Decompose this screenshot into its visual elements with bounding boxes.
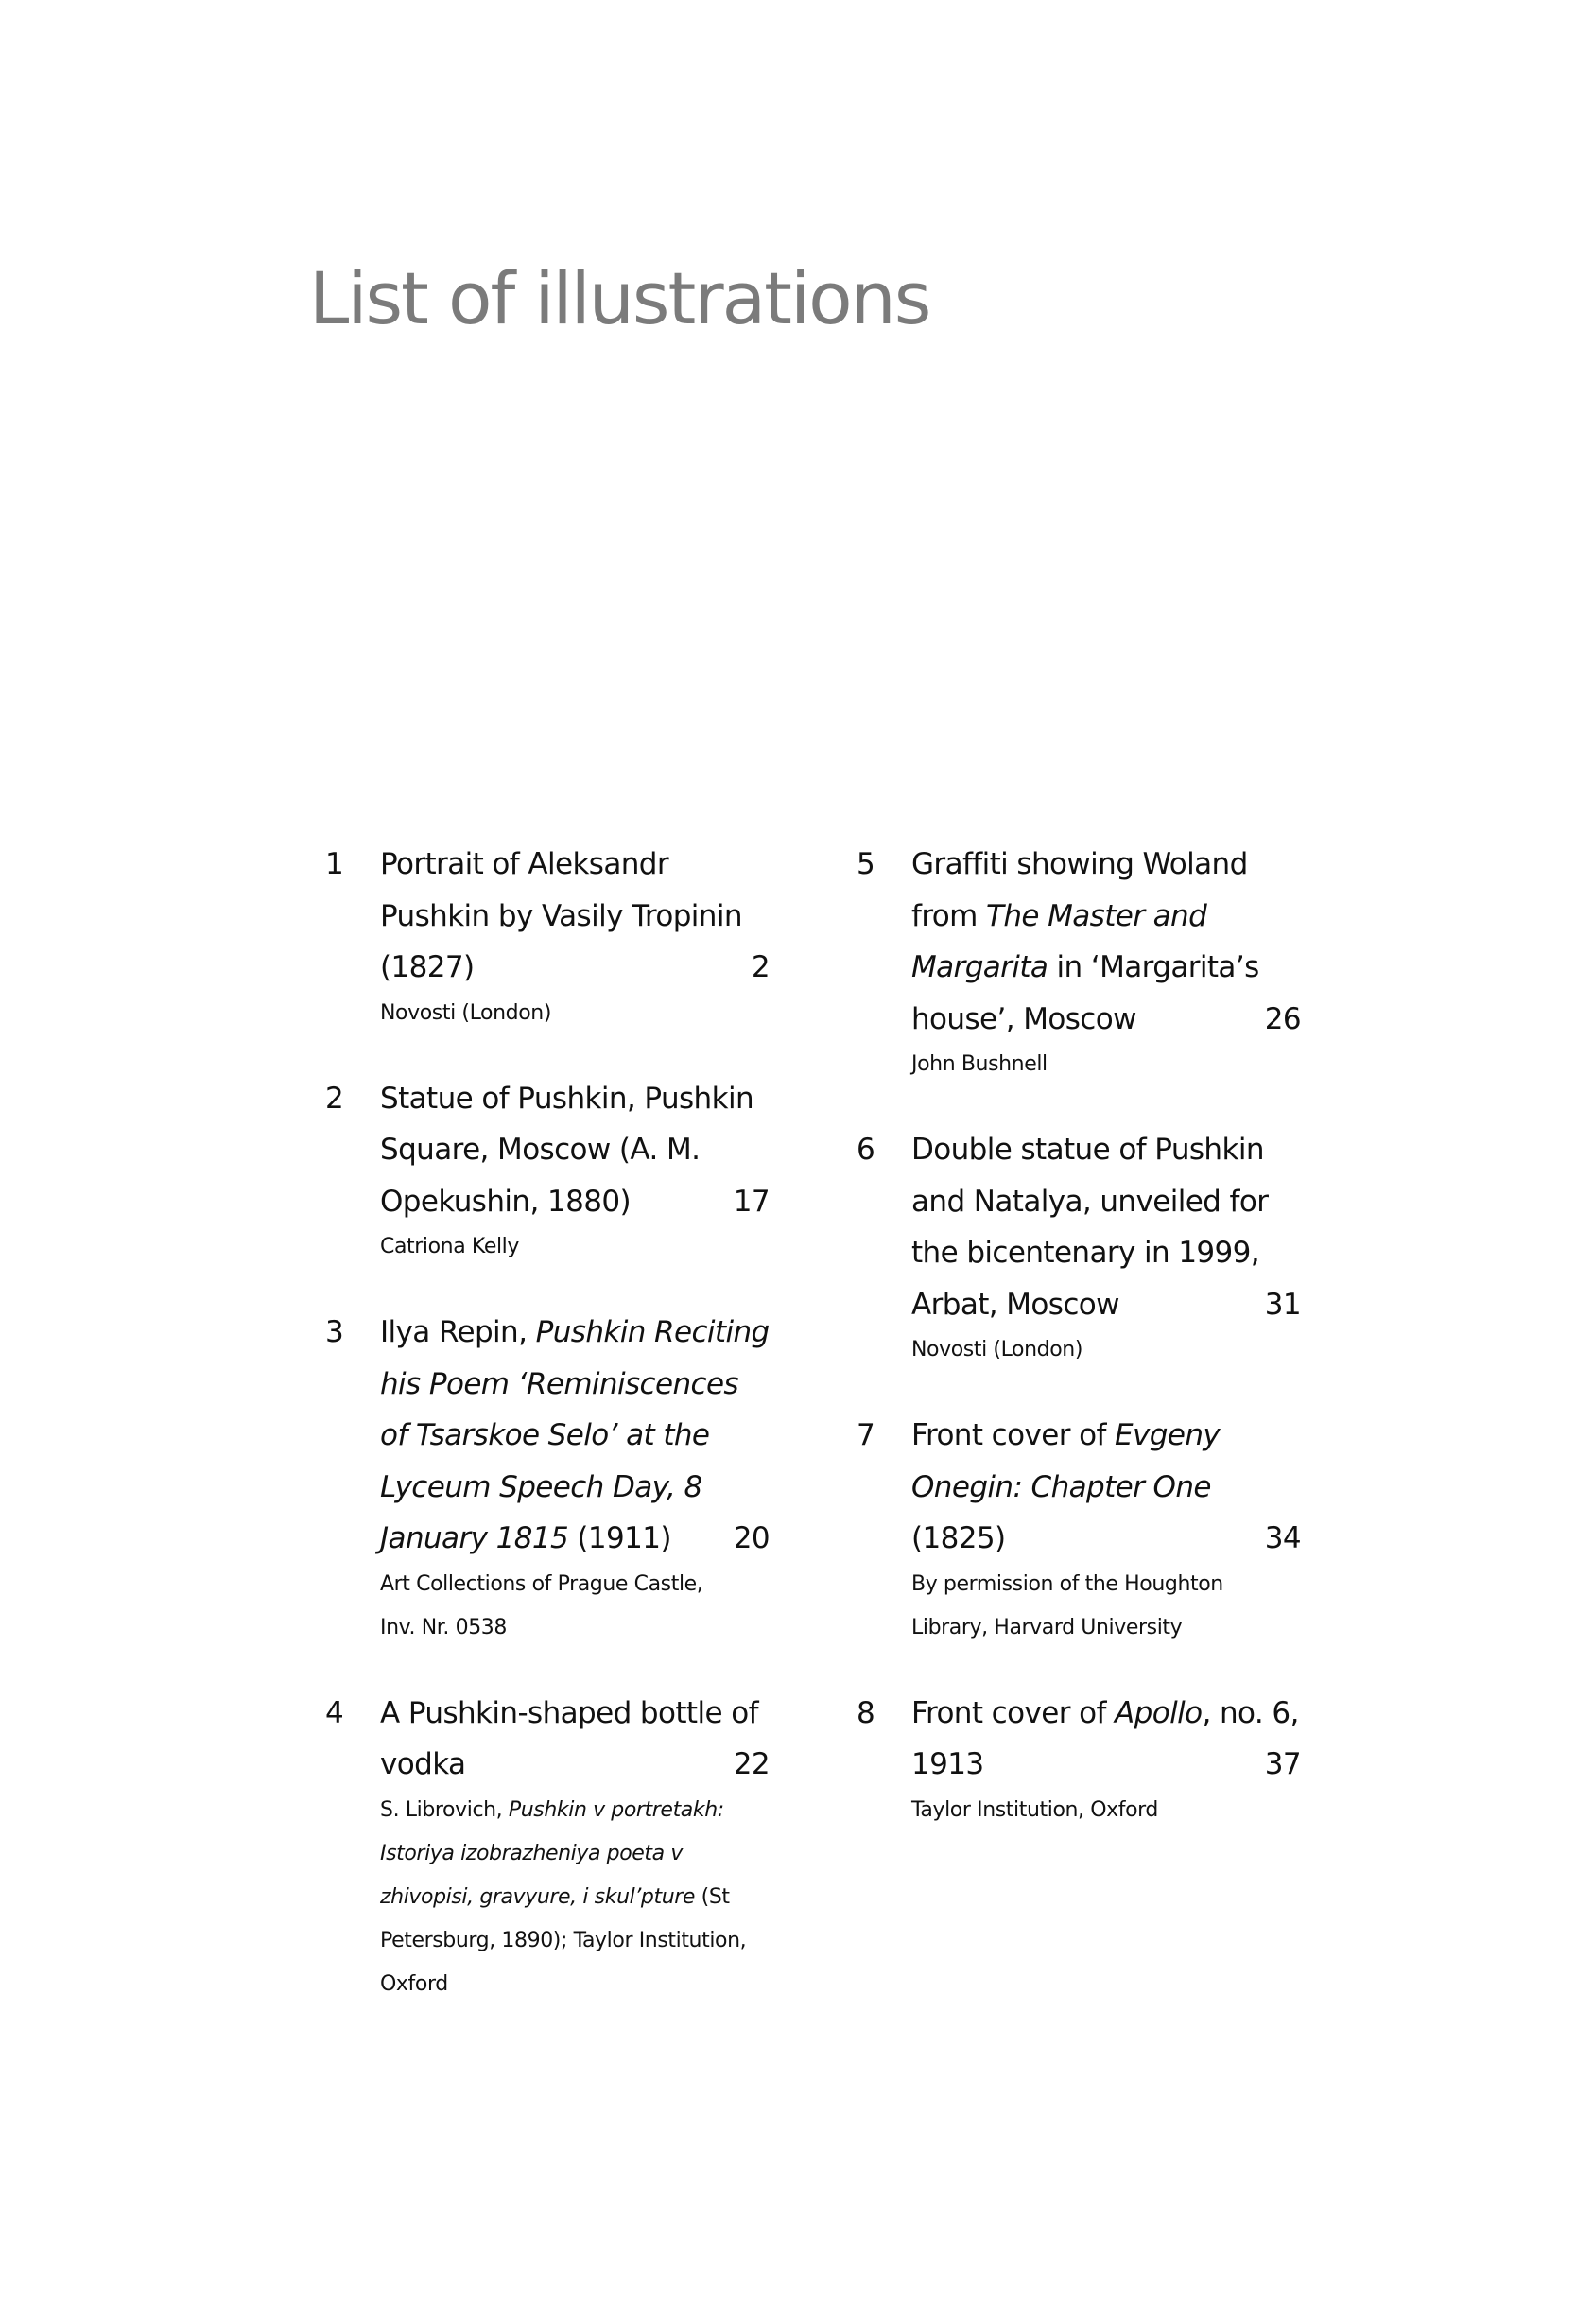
entry-body [380, 1688, 770, 2006]
entry-caption [380, 1307, 770, 1565]
entry-caption [380, 1073, 770, 1228]
entry-caption [911, 1410, 1301, 1565]
caption-part: , no. 6, 1913 [911, 1695, 1299, 1781]
list-item [857, 1410, 1329, 1650]
list-item [325, 1688, 798, 2006]
caption-part: Double statue of Pushkin and Natalya, unveiled for the bicentenary in 1999, Arbat, Moscow [911, 1133, 1269, 1322]
entry-body [380, 1307, 770, 1650]
entry-number: 5 [857, 847, 875, 881]
entry-number: 6 [857, 1133, 875, 1167]
entry-number: 3 [325, 1315, 344, 1349]
caption-part-italic: Apollo [1115, 1695, 1203, 1730]
entry-credit [380, 1789, 770, 2006]
entry-number: 8 [857, 1695, 875, 1730]
caption-part-italic: Evgeny Onegin: Chapter One [911, 1418, 1221, 1504]
entry-number: 2 [325, 1081, 344, 1116]
page-number: 34 [1264, 1521, 1301, 1555]
credit-part: Novosti (London) [911, 1338, 1082, 1361]
caption-part: Ilya Repin, [380, 1315, 536, 1349]
entry-credit [911, 1043, 1301, 1086]
caption-part: A Pushkin-shaped bottle of vodka [380, 1695, 758, 1781]
entry-body [911, 1688, 1301, 1832]
credit-part: John Bushnell [911, 1052, 1048, 1076]
entry-caption [380, 839, 770, 994]
credit-part: Art Collections of Prague Castle, Inv. Nr. 0538 [380, 1571, 703, 1639]
entry-body [911, 1410, 1301, 1650]
page-number: 26 [1264, 1001, 1301, 1036]
left-column [325, 839, 798, 2044]
entry-number: 7 [857, 1418, 875, 1452]
entry-body [380, 839, 770, 1035]
page-number: 31 [1264, 1287, 1301, 1322]
entry-credit [380, 1563, 770, 1650]
credit-part: By permission of the Houghton Library, Harvard University [911, 1571, 1223, 1639]
entry-number: 4 [325, 1695, 344, 1730]
entry-caption [911, 839, 1301, 1045]
list-item [325, 1073, 798, 1270]
caption-part: Front cover of [911, 1418, 1116, 1452]
entry-credit [380, 992, 770, 1035]
right-column [857, 839, 1329, 1870]
entry-credit [911, 1328, 1301, 1372]
list-item [325, 1307, 798, 1650]
entry-body [911, 1124, 1301, 1372]
page-number: 2 [751, 950, 770, 984]
caption-part: Statue of Pushkin, Pushkin Square, Moscow (A. M. Opekushin, 1880) [380, 1081, 754, 1219]
credit-part: Taylor Institution, Oxford [911, 1797, 1159, 1822]
entry-body [911, 839, 1301, 1086]
caption-part: in ‘Margarita’s house’, Moscow [911, 950, 1259, 1036]
entry-body [380, 1073, 770, 1270]
caption-part: Graffiti showing Woland from [911, 847, 1248, 933]
entry-caption [911, 1124, 1301, 1330]
caption-part: Portrait of Aleksandr Pushkin by Vasily Tropinin (1827) [380, 847, 742, 984]
credit-part: Novosti (London) [380, 1000, 551, 1025]
entry-credit [911, 1789, 1301, 1832]
credit-part: S. Librovich, [380, 1797, 509, 1822]
page-title: List of illustrations [309, 256, 930, 340]
credit-part: (St Petersburg, 1890); Taylor Institution, Oxford [380, 1884, 747, 1996]
page-number: 20 [733, 1521, 770, 1555]
caption-part-italic: The Master and Margarita [911, 898, 1207, 984]
entry-number: 1 [325, 847, 344, 881]
list-item [325, 839, 798, 1035]
credit-part: Catriona Kelly [380, 1235, 520, 1258]
credit-part-italic: Pushkin v portretakh: Istoriya izobrazheniya poeta v zhivopisi, gravyure, i skul’pture [380, 1797, 724, 1909]
caption-part: (1911) [568, 1521, 671, 1555]
list-item [857, 839, 1329, 1086]
entry-credit [380, 1225, 770, 1269]
list-item [857, 1688, 1329, 1832]
page-number: 22 [733, 1747, 770, 1781]
list-item [857, 1124, 1329, 1372]
entry-caption [911, 1688, 1301, 1791]
entry-credit [911, 1563, 1301, 1650]
caption-part: Front cover of [911, 1695, 1116, 1730]
entry-caption [380, 1688, 770, 1791]
page-number: 17 [733, 1184, 770, 1219]
caption-part-italic: Pushkin Reciting his Poem ‘Reminiscences of Tsarskoe Selo’ at the Lyceum Speech Day, 8 January 1815 [380, 1315, 770, 1555]
caption-part: (1825) [911, 1521, 1006, 1555]
page-number: 37 [1264, 1747, 1301, 1781]
